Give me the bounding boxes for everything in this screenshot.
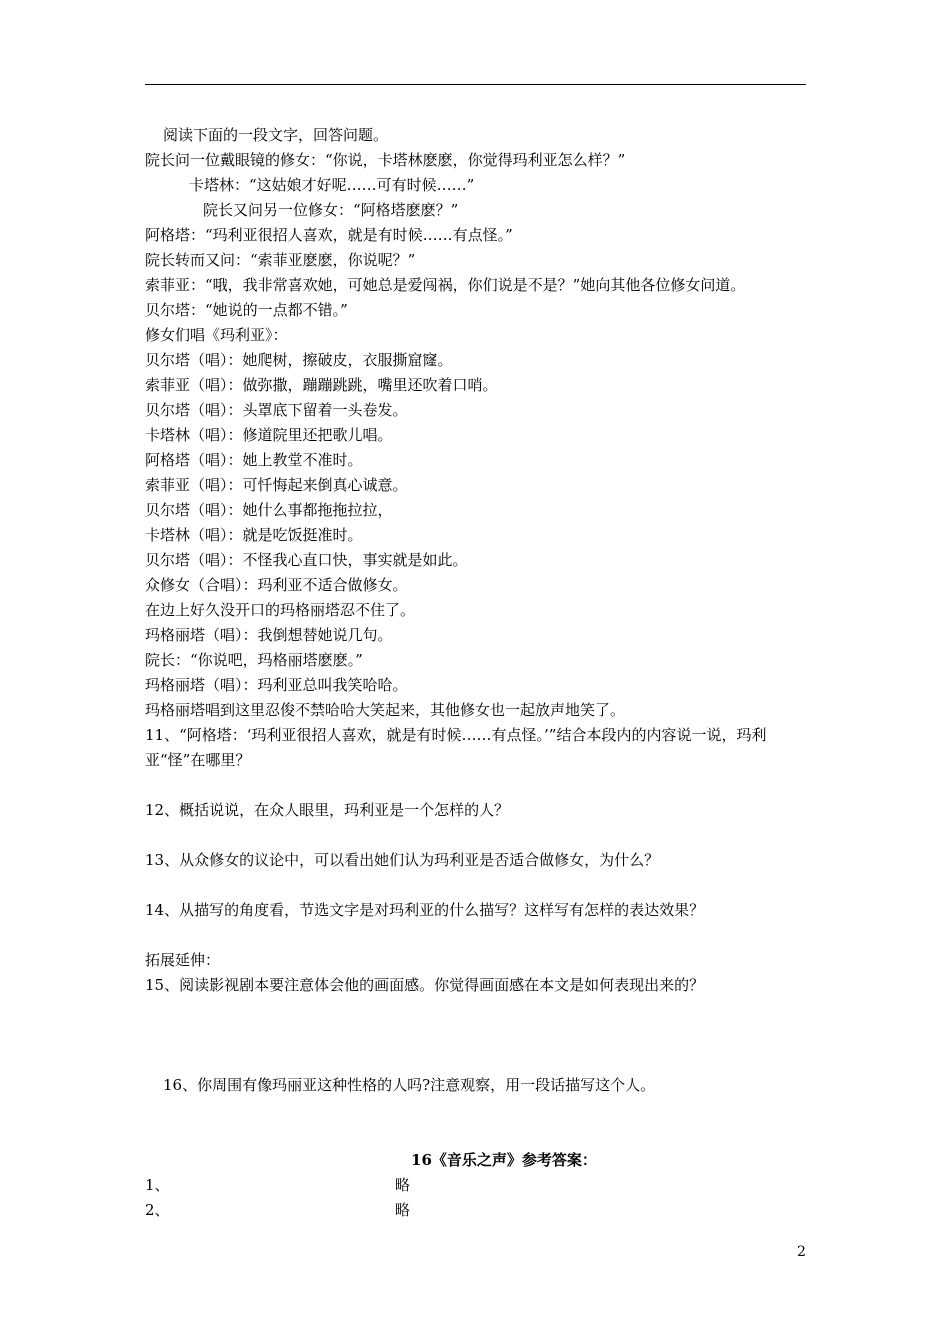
document-body [145,123,825,1223]
dialogue-line: 卡塔林（唱）：修道院里还把歌儿唱。 [145,426,393,444]
answer-key-title: 16《音乐之声》参考答案： [411,1151,597,1169]
dialogue-line: 索菲亚：“哦，我非常喜欢她，可她总是爱闯祸，你们说是不是？”她向其他各位修女问道。 [145,276,746,294]
answer-row [145,1198,825,1223]
dialogue-line: 贝尔塔（唱）：她什么事都拖拖拉拉， [145,501,393,519]
question-14: 14、从描写的角度看，节选文字是对玛利亚的什么描写？这样写有怎样的表达效果？ [145,901,705,919]
dialogue-line: 阿格塔（唱）：她上教堂不准时。 [145,451,363,469]
question-15: 15、阅读影视剧本要注意体会他的画面感。你觉得画面感在本文是如何表现出来的？ [145,976,705,994]
question-11: 11、“阿格塔：‘玛利亚很招人喜欢，就是有时候……有点怪。’”结合本段内的内容说一说，玛利亚“怪”在哪里？ [145,726,767,769]
dialogue-line: 卡塔林：“这姑娘才好呢……可有时候……” [189,176,475,194]
intro-text: 阅读下面的一段文字，回答问题。 [163,126,389,144]
dialogue-line: 院长又问另一位修女：“阿格塔麽麽？” [203,201,459,219]
dialogue-line: 索菲亚（唱）：做弥撒，蹦蹦跳跳，嘴里还吹着口哨。 [145,376,498,394]
question-13: 13、从众修女的议论中，可以看出她们认为玛利亚是否适合做修女，为什么？ [145,851,660,869]
extension-label: 拓展延伸： [145,951,221,969]
dialogue-line: 玛格丽塔（唱）：我倒想替她说几句。 [145,626,393,644]
answer-row [145,1173,825,1198]
dialogue-line: 贝尔塔（唱）：头罩底下留着一头卷发。 [145,401,408,419]
dialogue-line: 贝尔塔（唱）：不怪我心直口快，事实就是如此。 [145,551,468,569]
dialogue-line: 玛格丽塔唱到这里忍俊不禁哈哈大笑起来，其他修女也一起放声地笑了。 [145,701,626,719]
answer-text: 略 [395,1201,411,1219]
dialogue-line: 修女们唱《玛利亚》： [145,326,288,344]
dialogue-line: 在边上好久没开口的玛格丽塔忍不住了。 [145,601,416,619]
dialogue-line: 玛格丽塔（唱）：玛利亚总叫我笑哈哈。 [145,676,408,694]
dialogue-line: 院长：“你说吧，玛格丽塔麽麽。” [145,651,363,669]
dialogue-line: 索菲亚（唱）：可忏悔起来倒真心诚意。 [145,476,408,494]
answer-text: 略 [395,1176,411,1194]
header-rule [145,84,806,85]
question-16: 16、你周围有像玛丽亚这种性格的人吗?注意观察，用一段话描写这个人。 [163,1076,656,1094]
dialogue-line: 贝尔塔（唱）：她爬树，擦破皮，衣服撕窟窿。 [145,351,453,369]
dialogue-line: 卡塔林（唱）：就是吃饭挺准时。 [145,526,363,544]
dialogue-line: 众修女（合唱）：玛利亚不适合做修女。 [145,576,408,594]
dialogue-line: 院长转而又问：“索菲亚麽麽，你说呢？” [145,251,416,269]
answer-number: 2、 [145,1201,170,1219]
dialogue-line: 院长问一位戴眼镜的修女：“你说，卡塔林麽麽，你觉得玛利亚怎么样？” [145,151,626,169]
question-12: 12、概括说说，在众人眼里，玛利亚是一个怎样的人？ [145,801,510,819]
dialogue-line: 阿格塔：“玛利亚很招人喜欢，就是有时候……有点怪。” [145,226,513,244]
answer-number: 1、 [145,1176,170,1194]
dialogue-line: 贝尔塔：“她说的一点都不错。” [145,301,348,319]
page-number: 2 [797,1244,806,1260]
